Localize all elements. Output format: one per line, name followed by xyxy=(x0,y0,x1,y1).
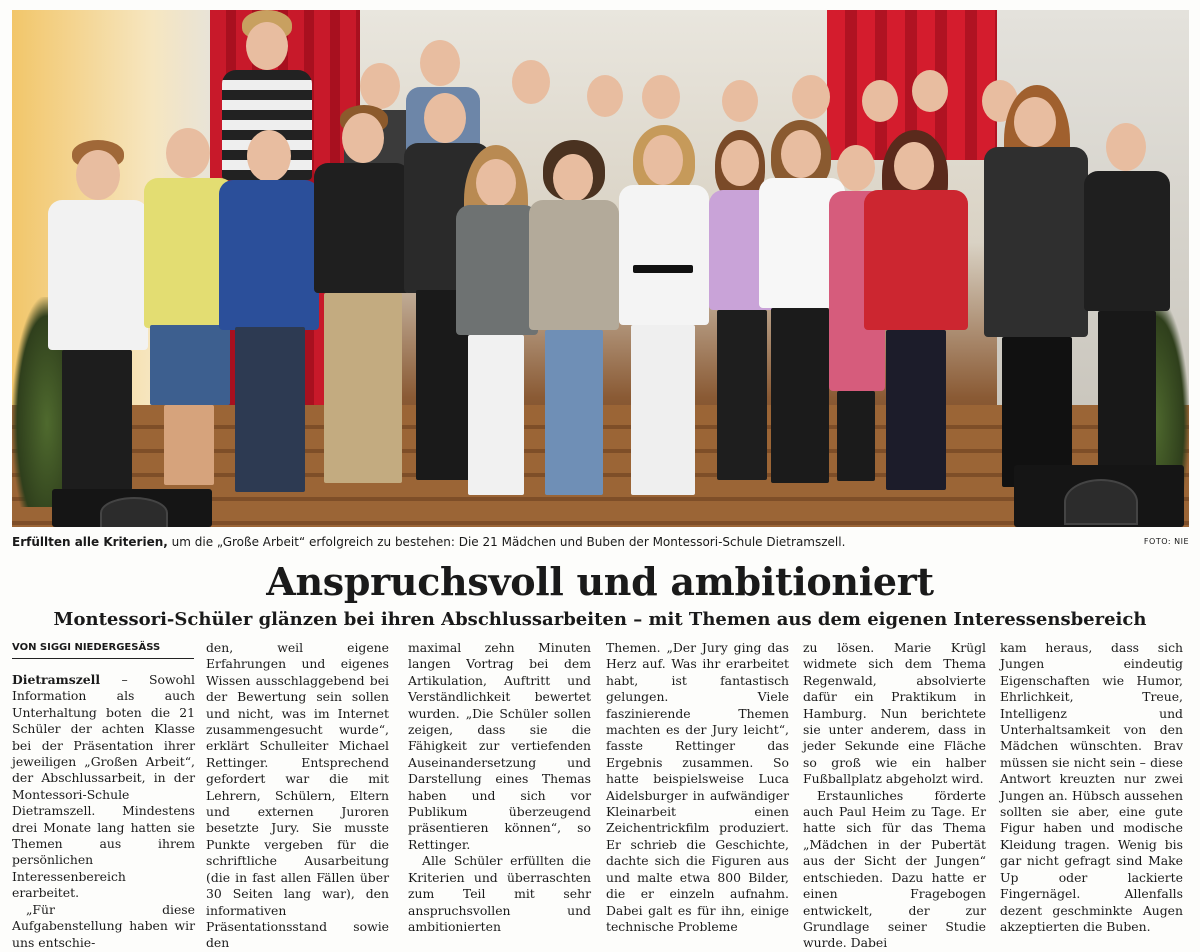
dateline: Dietramszell xyxy=(12,672,101,687)
group-photo xyxy=(12,10,1189,527)
article-column-2 xyxy=(206,640,389,952)
photo-speaker-right xyxy=(1014,465,1184,527)
col3-paragraph-2: Alle Schüler erfüllten die Kriterien und überraschten zum Teil mit sehr anspruchsvollen und ambitionierten xyxy=(408,853,591,934)
photo-student xyxy=(42,140,152,510)
byline: VON SIGGI NIEDERGESÄSS xyxy=(12,640,194,659)
photo-student xyxy=(217,122,322,507)
photo-credit: FOTO: NIE xyxy=(1143,537,1189,546)
col5-paragraph-2: Erstaunliches förderte auch Paul Heim zu Tage. Er hatte sich für das Thema „Mädchen in der Pubertät aus der Sicht der Jungen“ entschieden. Dazu hatte er einen Fragebogen entwickelt, der zur Grundlage seiner Studie wurde. Dabei xyxy=(803,787,986,951)
col4-paragraph-1: Themen. „Der Jury ging das Herz auf. Was ihr erarbeitet habt, ist fantastisch gelungen. Viele faszinierende Themen machten es der Jury leicht“, fasste Rettinger das Ergebnis zusammen. So hatte beispielsweise Luca Aidelsburger in aufwändiger Kleinarbeit einen Zeichentrickfilm produziert. Er schrieb die Geschichte, dachte sich die Figuren aus und malte etwa 800 Bilder, die er einzeln aufnahm. Dabei galt es für ihn, einige technische Probleme xyxy=(606,640,789,934)
caption-lead: Erfüllten alle Kriterien, xyxy=(12,535,168,549)
photo-student xyxy=(617,125,712,515)
article-column-1 xyxy=(12,672,195,951)
photo-student xyxy=(527,140,622,515)
article-column-4 xyxy=(606,640,789,935)
photo-student xyxy=(312,105,412,505)
photo-student xyxy=(862,130,972,510)
col5-paragraph-1: zu lösen. Marie Krügl widmete sich dem Thema Regenwald, absolvierte dafür ein Praktikum in Hamburg. Nun berichtete sie unter anderem, dass in jeder Sekunde eine Fläche so groß wie ein halber Fußballplatz abgeholzt wird. xyxy=(803,640,986,787)
photo-caption xyxy=(12,533,1189,551)
col2-paragraph-1: den, weil eigene Erfahrungen und eigenes Wissen ausschlaggebend bei der Bewertung sein sollen und nicht, was im Internet zusammengesucht wurde“, erklärt Schulleiter Michael Rettinger. Entsprechend gefordert war die mit Lehrern, Schülern, Eltern und externen Juroren besetzte Jury. Sie musste Punkte vergeben für die schriftliche Ausarbeitung (die in fast allen Fällen über 30 Seiten lang war), den informativen Präsentationsstand sowie den xyxy=(206,640,389,951)
col6-paragraph-1: kam heraus, dass sich Jungen eindeutig Eigenschaften wie Humor, Ehrlichkeit, Treue, Intelligenz und Unterhaltsamkeit von den Mädchen wünschten. Brav müssen sie nicht sein – diese Antwort kreuzten nur zwei Jungen an. Hübsch aussehen sollten sie aber, eine gute Figur haben und modische Kleidung tragen. Wenig bis gar nicht gefragt sind Make Up oder lackierte Fingernägel. Allenfalls dezent geschminkte Augen akzeptierten die Buben. xyxy=(1000,640,1183,934)
article-column-6 xyxy=(1000,640,1183,935)
article-column-5 xyxy=(803,640,986,952)
photo-student xyxy=(982,85,1092,505)
article-column-3 xyxy=(408,640,591,935)
caption-text: um die „Große Arbeit“ erfolgreich zu bestehen: Die 21 Mädchen und Buben der Montessori-Schule Dietramszell. xyxy=(171,535,846,549)
photo-student xyxy=(1082,115,1172,505)
photo-speaker-left xyxy=(52,489,212,527)
col1-paragraph-2: „Für diese Aufgabenstellung haben wir uns entschie- xyxy=(12,901,195,950)
headline: Anspruchsvoll und ambitioniert xyxy=(266,559,934,604)
col3-paragraph-1: maximal zehn Minuten langen Vortrag bei dem Artikulation, Auftritt und Verständlichkeit bewertet wurden. „Die Schüler sollen zeigen, dass sie die Fähigkeit zur vertiefenden Auseinandersetzung und Darstellung eines Themas haben und sich vor Publikum überzeugend präsentieren können“, so Rettinger. xyxy=(408,640,591,852)
subheadline: Montessori-Schüler glänzen bei ihren Abschlussarbeiten – mit Themen aus dem eigenen Interessensbereich xyxy=(53,609,1147,630)
col1-text: – Sowohl Information als auch Unterhaltung boten die 21 Schüler der achten Klasse bei der Präsentation ihrer jeweiligen „Großen Arbeit“, der Abschlussarbeit, in der Montessori-Schule Dietramszell. Mindestens drei Monate lang hatten sie Themen aus ihrem persönlichen Interessenbereich erarbeitet. xyxy=(12,672,195,901)
